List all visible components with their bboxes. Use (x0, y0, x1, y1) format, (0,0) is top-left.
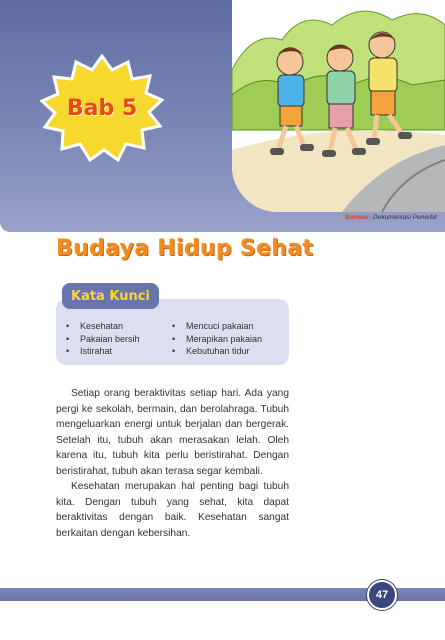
body-paragraph-2: Kesehatan merupakan hal penting bagi tubuh kita. Dengan tubuh yang sehat, kita dapat beraktivitas dengan baik. Kesehatan sangat berkaitan dengan kebersihan. (56, 481, 289, 539)
chapter-badge (40, 54, 164, 162)
keyword-item: • Merapikan pakaian (172, 333, 262, 346)
chapter-title: Budaya Hidup Sehat (56, 236, 314, 261)
chapter-number-label: Bab 5 (66, 95, 138, 121)
source-text: Dokumentasi Penerbit (373, 214, 437, 221)
image-source-caption (345, 214, 437, 221)
keyword-list-left (66, 320, 140, 358)
keyword-item: • Pakaian bersih (66, 333, 140, 346)
children-jogging-image (232, 0, 445, 212)
keyword-item: • Istirahat (66, 345, 140, 358)
keyword-item: • Kebutuhan tidur (172, 345, 262, 358)
keyword-item: • Kesehatan (66, 320, 140, 333)
page-number: 47 (375, 589, 389, 601)
body-text (56, 386, 289, 541)
body-paragraph-1: Setiap orang beraktivitas setiap hari. Ada yang pergi ke sekolah, bermain, dan berolahraga. Tubuh mengeluarkan energi untuk berjalan dan bergerak. Setelah itu, tubuh akan merasakan lelah. Oleh karena itu, tubuh kita perlu beristirahat. Dengan beristirahat, tubuh akan terasa segar kembali. (56, 388, 289, 477)
keyword-list-right (172, 320, 262, 358)
chapter-illustration (232, 0, 445, 212)
source-label: Sumber: (344, 214, 372, 221)
keyword-heading: Kata Kunci (62, 283, 159, 309)
keyword-item: • Mencuci pakaian (172, 320, 262, 333)
